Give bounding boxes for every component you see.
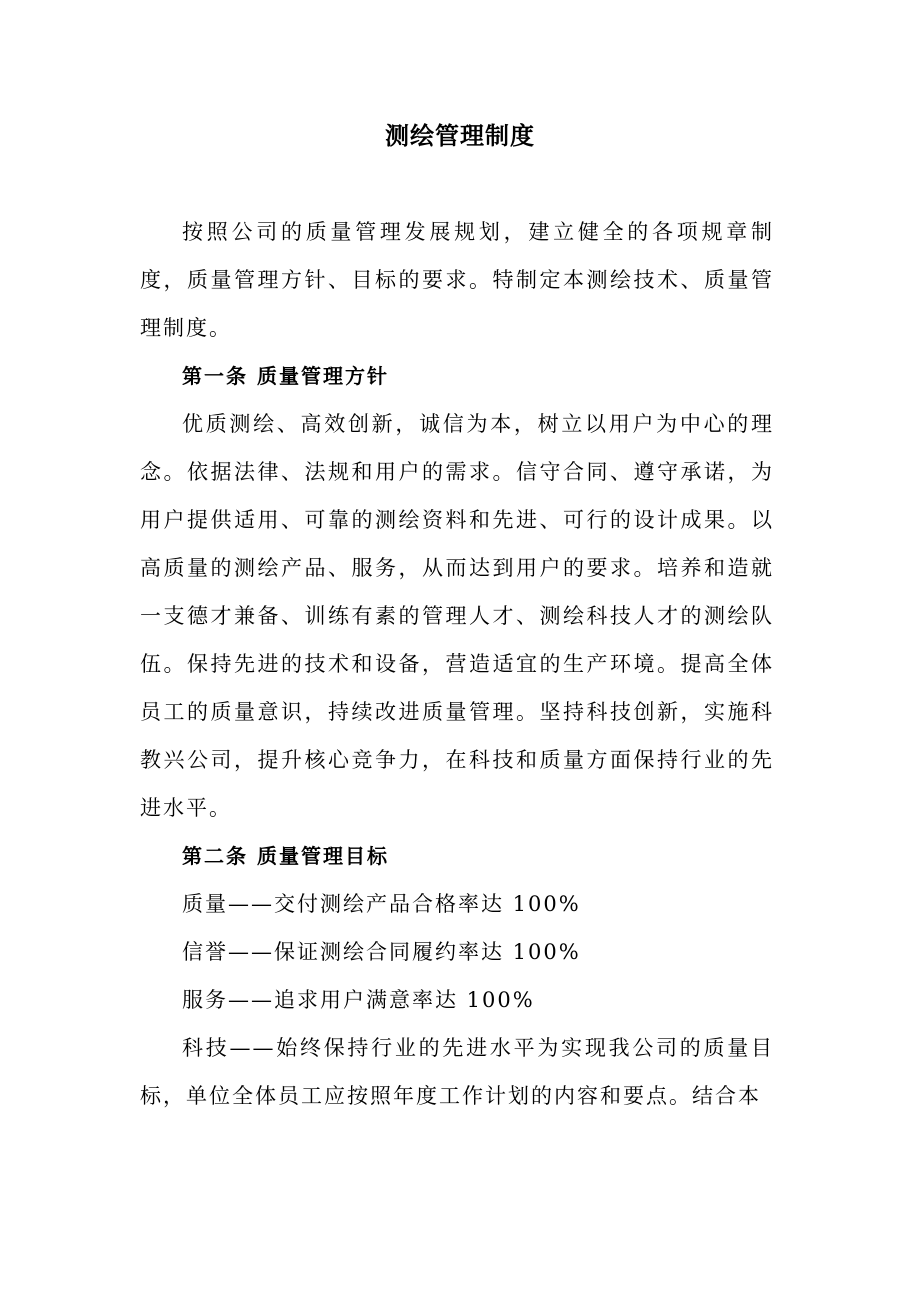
goal-technology-paragraph: 科技——始终保持行业的先进水平为实现我公司的质量目标，单位全体员工应按照年度工作计划的内容和要点。结合本 [140,1036,774,1108]
intro-paragraph: 按照公司的质量管理发展规划，建立健全的各项规章制度，质量管理方针、目标的要求。特制定本测绘技术、质量管理制度。 [140,220,774,340]
document-body [140,208,774,1120]
article-1-body: 优质测绘、高效创新，诚信为本，树立以用户为中心的理念。依据法律、法规和用户的需求。信守合同、遵守承诺，为用户提供适用、可靠的测绘资料和先进、可行的设计成果。以高质量的测绘产品、服务，从而达到用户的要求。培养和造就一支德才兼备、训练有素的管理人才、测绘科技人才的测绘队伍。保持先进的技术和设备，营造适宜的生产环境。提高全体员工的质量意识，持续改进质量管理。坚持科技创新，实施科教兴公司，提升核心竞争力，在科技和质量方面保持行业的先进水平。 [140,412,774,820]
document-title: 测绘管理制度 [385,122,535,150]
article-1-heading: 第一条 质量管理方针 [182,364,389,388]
goal-quality: 质量——交付测绘产品合格率达 100% [182,892,581,916]
article-2-heading: 第二条 质量管理目标 [182,844,389,868]
goal-reputation: 信誉——保证测绘合同履约率达 100% [182,940,581,964]
goal-service: 服务——追求用户满意率达 100% [182,988,535,1012]
